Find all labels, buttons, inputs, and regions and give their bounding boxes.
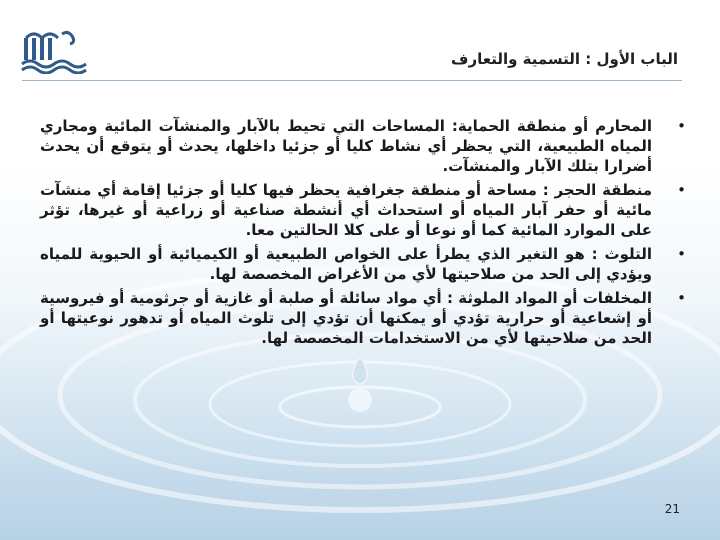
bullet-text: التلوث : هو التغير الذي يطرأ على الخواص الطبيعية أو الكيميائية أو الحيوية للمياه ويؤدي إلى الحد من صلاحيتها لأي من الأغراض المخصصة لها.: [40, 245, 652, 283]
bullet-text: المحارم أو منطقة الحماية: المساحات التي تحيط بالآبار والمنشآت المائية ومجاري المياه الطبيعية، التي يحظر أي نشاط كليا أو جزئيا داخلها، يحدث أو يتوقع أن يحدث أضرارا بتلك الآبار والمنشآت.: [40, 117, 652, 175]
bullet-dot-icon: •: [677, 289, 686, 307]
bullet-dot-icon: •: [677, 245, 686, 263]
slide-title: الباب الأول : التسمية والتعارف: [451, 50, 678, 68]
list-item: [40, 244, 686, 284]
bullet-list: [40, 116, 686, 352]
list-item: [40, 288, 686, 348]
bullet-dot-icon: •: [677, 117, 686, 135]
water-authority-logo-icon: [20, 28, 92, 74]
header-divider: [22, 80, 682, 81]
bullet-dot-icon: •: [677, 181, 686, 199]
bullet-text: المخلفات أو المواد الملوثة : أي مواد سائلة أو صلبة أو غازية أو جرثومية أو فيروسية أو إشعاعية أو حرارية تؤدي أو يمكنها أن تؤدي إلى تلوث المياه أو تدهور نوعيتها أو الحد من صلاحيتها لأي من الاستخدامات المخصصة لها.: [40, 289, 652, 347]
list-item: [40, 180, 686, 240]
bullet-text: منطقة الحجر : مساحة أو منطقة جغرافية يحظر فيها كليا أو جزئيا إقامة أي منشآت مائية أو حفر آبار المياه أو استحداث أي أنشطة صناعية أو زراعية أو غيرها، تؤثر على الموارد المائية كما أو نوعا أو على كلا الحالتين معا.: [40, 181, 652, 239]
list-item: [40, 116, 686, 176]
page-number: 21: [664, 502, 680, 516]
